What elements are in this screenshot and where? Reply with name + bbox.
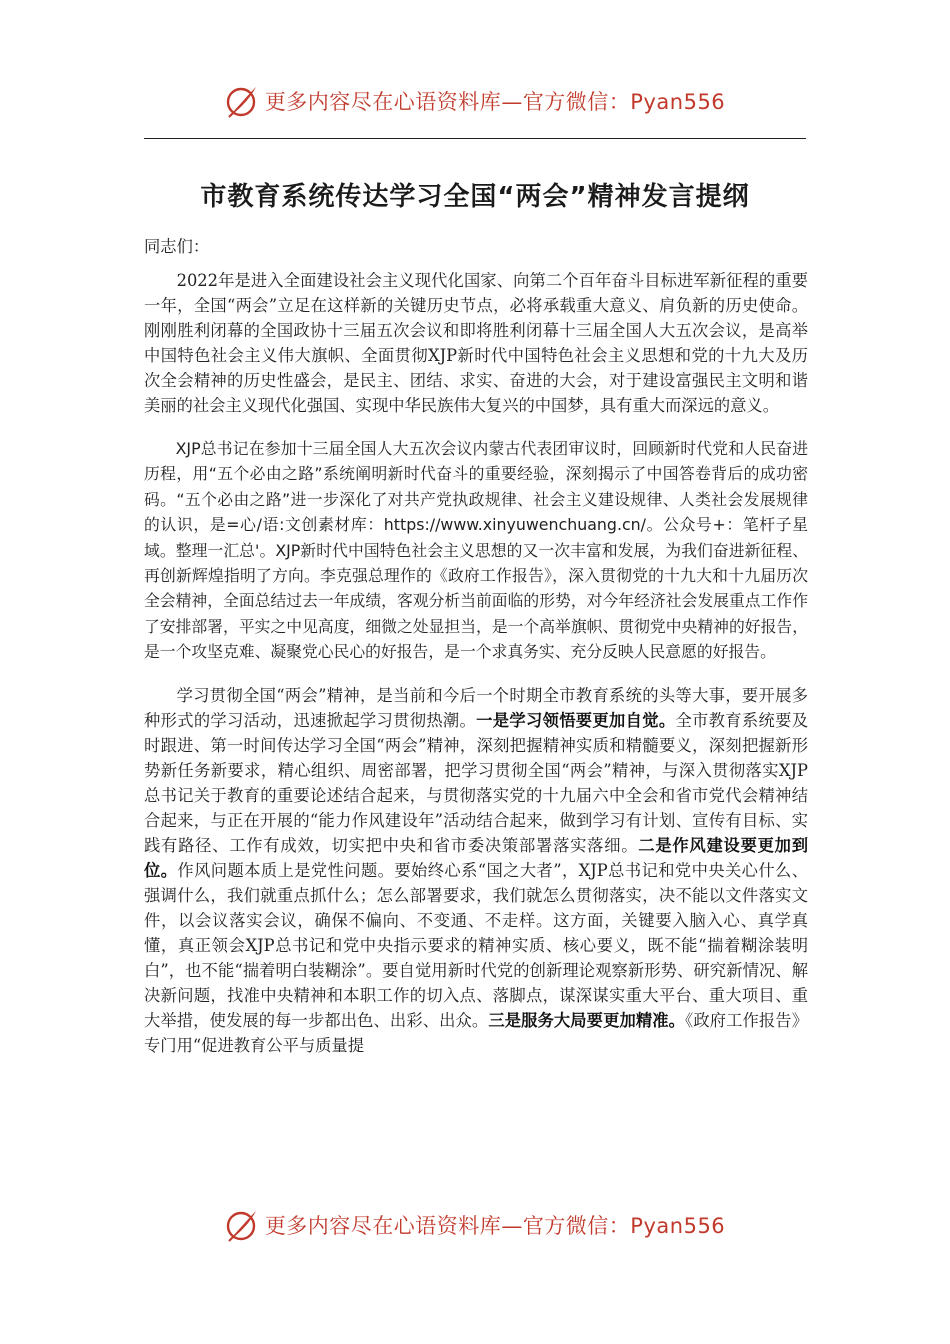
banner-contact: 官方微信：Pyan556 <box>522 1214 726 1238</box>
point-1-text: 全市教育系统要及时跟进、第一时间传达学习全国“两会”精神，深刻把握精神实质和精髓要义，深刻把握新形势新任务新要求，精心组织、周密部署，把学习贯彻全国“两会”精神，与深入贯彻落实XJP总书记关于教育的重要论述结合起来，与贯彻落实党的十九届六中全会和省市党代会精神结合起来，与正在开展的“能力作风建设年”活动结合起来，做到学习有计划、宣传有目标、实践有路径、工作有成效，切实把中央和省市委决策部署落实落细。 <box>144 710 808 855</box>
point-3-heading: 三是服务大局要更加精准。 <box>488 1010 686 1030</box>
quill-logo-icon <box>225 84 259 118</box>
paragraph-3 <box>144 683 808 1058</box>
greeting: 同志们： <box>144 237 210 256</box>
paragraph-3-intro: 学习贯彻全国“两会”精神，是当前和今后一个时期全市教育系统的头等大事，要开展多种形式的学习活动，迅速掀起学习贯彻热潮。 <box>144 685 808 730</box>
banner-contact: 官方微信：Pyan556 <box>522 90 726 114</box>
point-1-heading: 一是学习领悟要更加自觉。 <box>476 710 676 730</box>
point-3-text: 《政府工作报告》专门用“促进教育公平与质量提 <box>144 1010 808 1055</box>
banner-separator: — <box>501 90 523 114</box>
header-banner <box>0 84 950 118</box>
quill-logo-icon <box>225 1208 259 1242</box>
header-divider <box>144 138 806 139</box>
paragraph-2: XJP总书记在参加十三届全国人大五次会议内蒙古代表团审议时，回顾新时代党和人民奋进历程，用“五个必由之路”系统阐明新时代奋斗的重要经验，深刻揭示了中国答卷背后的成功密码。“五个必由之路”进一步深化了对共产党执政规律、社会主义建设规律、人类社会发展规律的认识，是=心/语:文创素材库：https://www.xinyuwenchuang.cn/。公众号+：笔杆子星域。整理一汇总'。XJP新时代中国特色社会主义思想的又一次丰富和发展，为我们奋进新征程、再创新辉煌指明了方向。李克强总理作的《政府工作报告》，深入贯彻党的十九大和十九届历次全会精神，全面总结过去一年成绩，客观分析当前面临的形势，对今年经济社会发展重点工作作了安排部署，平实之中见高度，细微之处显担当，是一个高举旗帜、贯彻党中央精神的好报告，是一个攻坚克难、凝聚党心民心的好报告，是一个求真务实、充分反映人民意愿的好报告。 <box>144 439 808 662</box>
paragraph-1: 2022年是进入全面建设社会主义现代化国家、向第二个百年奋斗目标进军新征程的重要一年，全国“两会”立足在这样新的关键历史节点，必将承载重大意义、肩负新的历史使命。刚刚胜利闭幕的全国政协十三届五次会议和即将胜利闭幕十三届全国人大五次会议，是高举中国特色社会主义伟大旗帜、全面贯彻XJP新时代中国特色社会主义思想和党的十九大及历次全会精神的历史性盛会，是民主、团结、求实、奋进的大会，对于建设富强民主文明和谐美丽的社会主义现代化强国、实现中华民族伟大复兴的中国梦，具有重大而深远的意义。 <box>144 271 808 415</box>
footer-banner <box>0 1208 950 1242</box>
document-body <box>144 234 808 1076</box>
banner-text: 更多内容尽在心语资料库 <box>264 1214 502 1238</box>
banner-text: 更多内容尽在心语资料库 <box>264 90 502 114</box>
point-2-heading: 二是作风建设要更加到位。 <box>144 835 808 880</box>
page-title: 市教育系统传达学习全国“两会”精神发言提纲 <box>200 182 750 212</box>
point-2-text: 作风问题本质上是党性问题。要始终心系“国之大者”，XJP总书记和党中央关心什么、强调什么，我们就重点抓什么；怎么部署要求，我们就怎么贯彻落实，决不能以文件落实文件，以会议落实会议，确保不偏向、不变通、不走样。这方面，关键要入脑入心、真学真懂，真正领会XJP总书记和党中央指示要求的精神实质、核心要义，既不能“揣着糊涂装明白”，也不能“揣着明白装糊涂”。要自觉用新时代党的创新理论观察新形势、研究新情况、解决新问题，找准中央精神和本职工作的切入点、落脚点，谋深谋实重大平台、重大项目、重大举措，使发展的每一步都出色、出彩、出众。 <box>144 860 808 1030</box>
banner-separator: — <box>501 1214 523 1238</box>
